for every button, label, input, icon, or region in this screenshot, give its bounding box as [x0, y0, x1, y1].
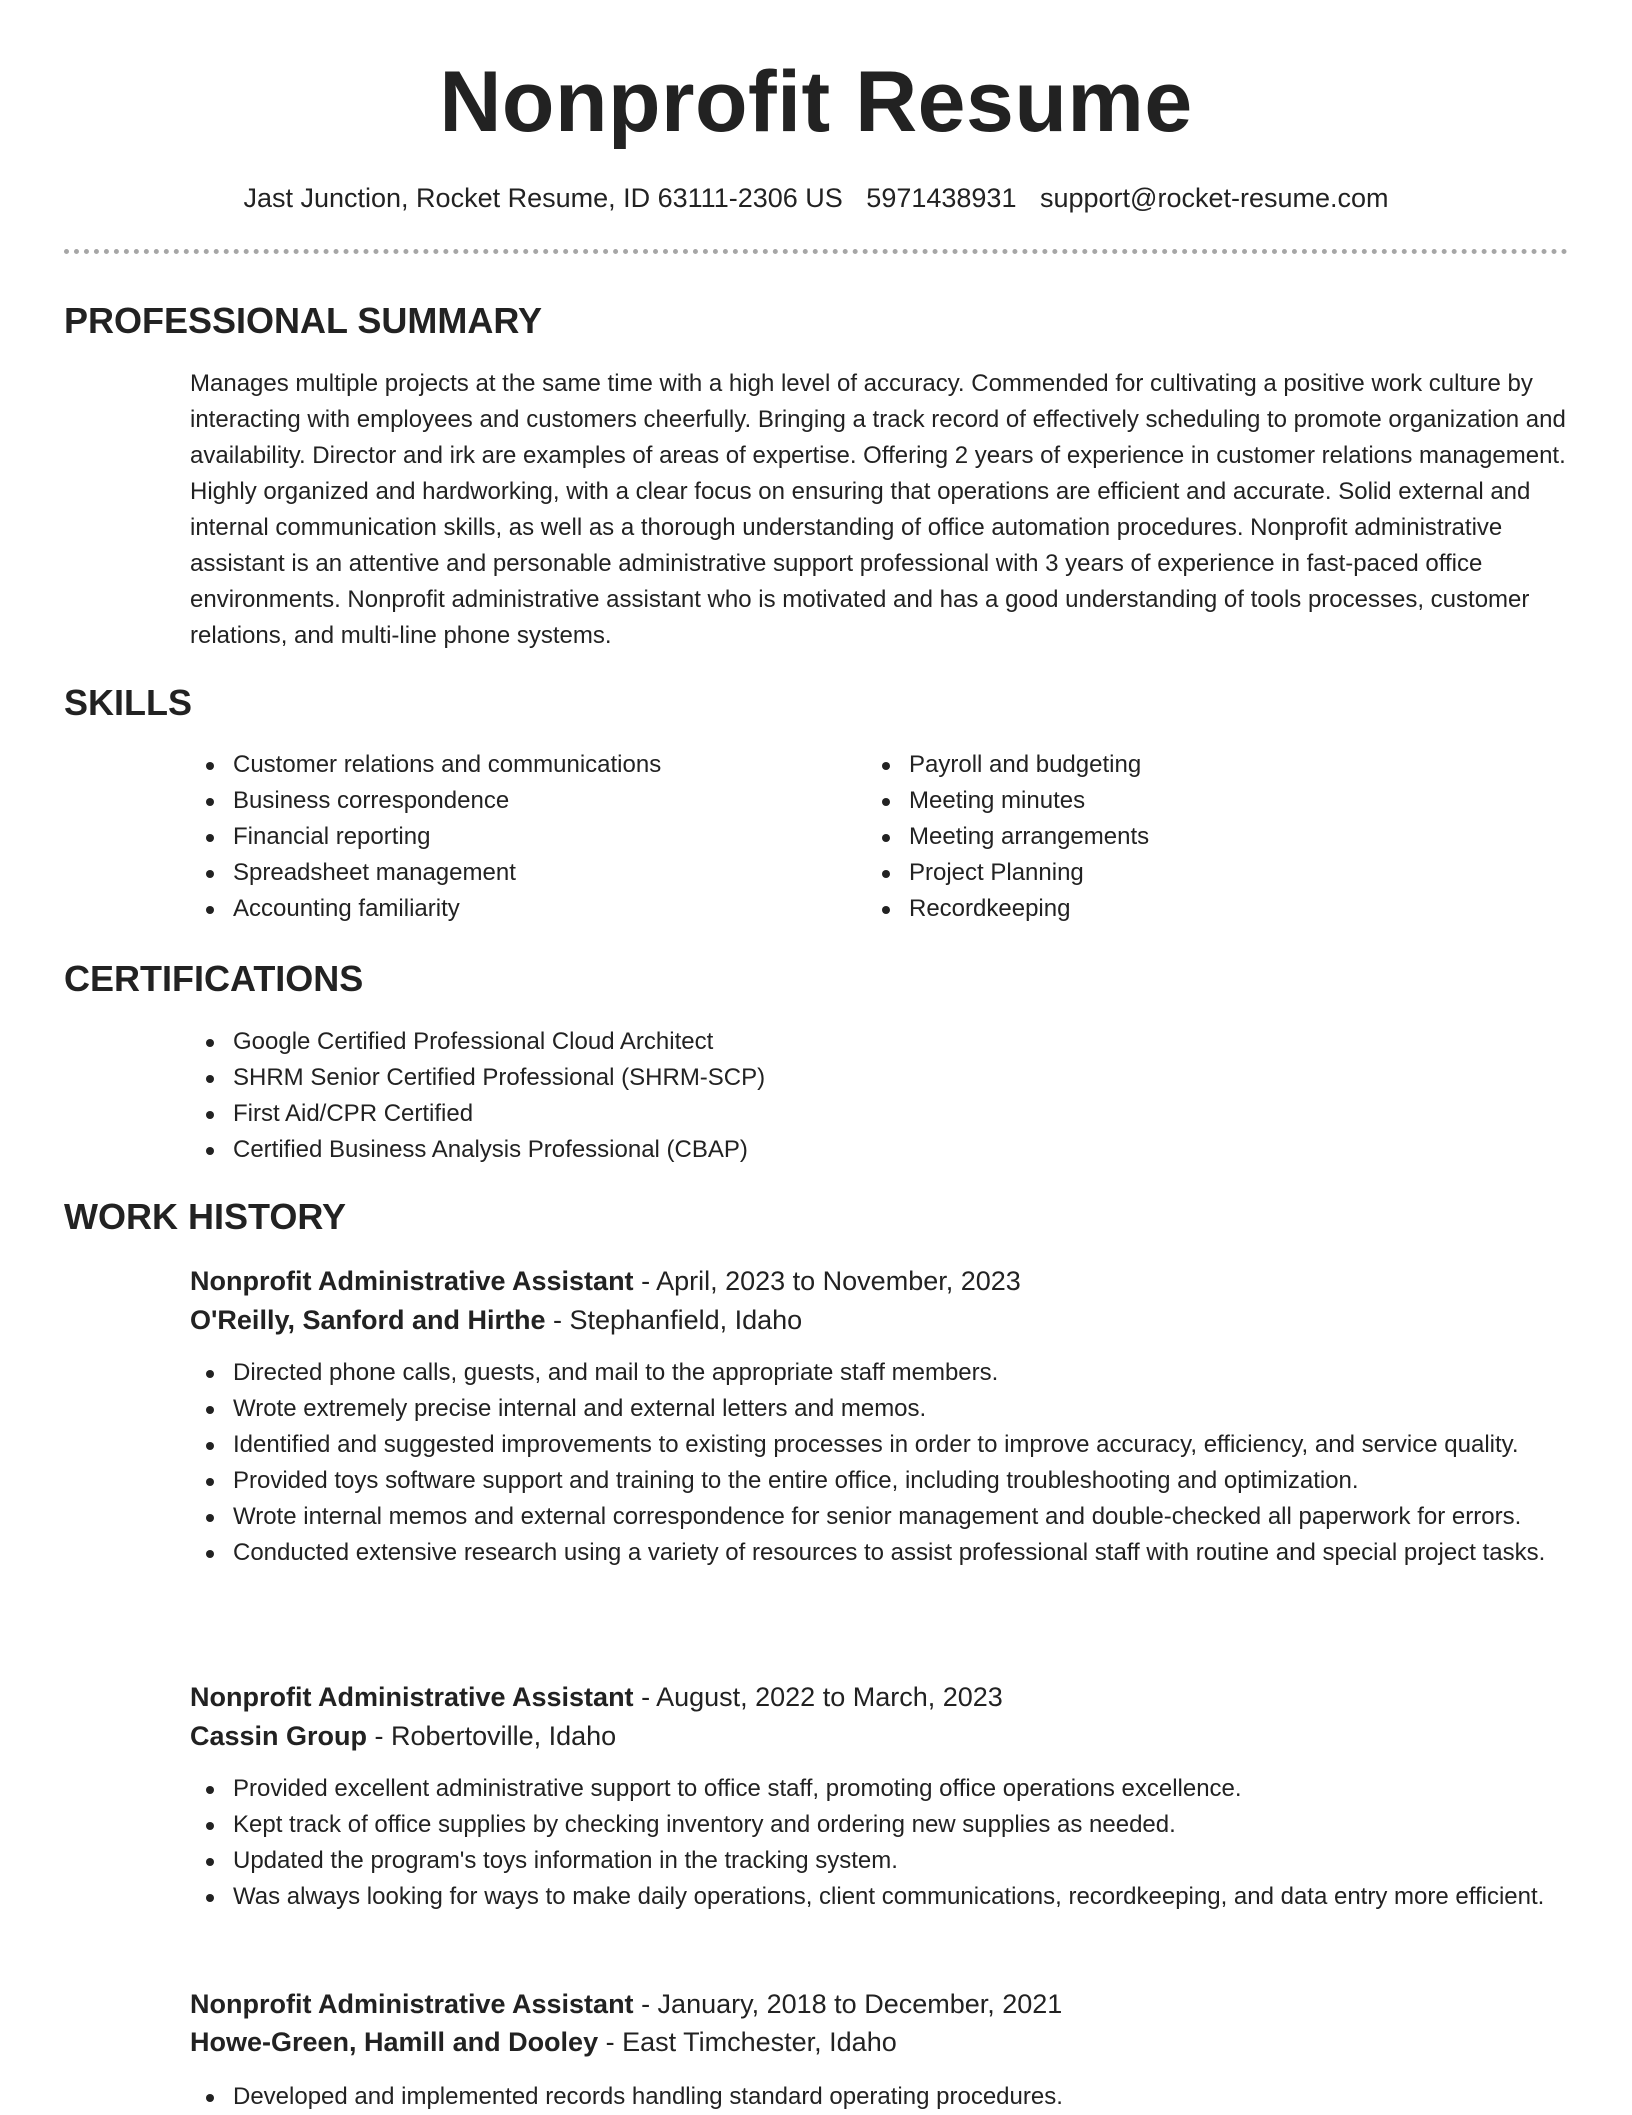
- list-item: Wrote extremely precise internal and external letters and memos.: [190, 1391, 1570, 1427]
- job-dates: - January, 2018 to December, 2021: [633, 1989, 1063, 2019]
- job-company: O'Reilly, Sanford and Hirthe: [190, 1305, 546, 1335]
- page-title: Nonprofit Resume: [439, 54, 1193, 150]
- list-item: Updated the program's toys information in the tracking system.: [190, 1843, 1570, 1879]
- list-item: Spreadsheet management: [190, 855, 830, 891]
- list-item: Meeting arrangements: [866, 819, 1506, 855]
- job-dates: - April, 2023 to November, 2023: [633, 1266, 1021, 1296]
- list-item: Provided excellent administrative support to office staff, promoting office operations excellence.: [190, 1771, 1570, 1807]
- job-company: Cassin Group: [190, 1721, 368, 1751]
- job-bullets: [190, 1771, 1570, 1915]
- job-title-line: [190, 1984, 1062, 2024]
- job-company-line: [190, 1300, 802, 1340]
- list-item: SHRM Senior Certified Professional (SHRM-SCP): [190, 1060, 1570, 1096]
- list-item: Directed phone calls, guests, and mail to the appropriate staff members.: [190, 1355, 1570, 1391]
- job-company-line: [190, 2022, 897, 2062]
- certifications-list: [190, 1024, 1570, 1168]
- job-company-line: [190, 1716, 616, 1756]
- job-title-line: [190, 1677, 1003, 1717]
- job-role: Nonprofit Administrative Assistant: [190, 1266, 634, 1296]
- job-role: Nonprofit Administrative Assistant: [190, 1682, 634, 1712]
- list-item: Financial reporting: [190, 819, 830, 855]
- list-item: Developed and implemented records handling standard operating procedures.: [190, 2079, 1570, 2115]
- section-title-certifications: CERTIFICATIONS: [64, 958, 364, 999]
- section-title-work-history: WORK HISTORY: [64, 1196, 347, 1237]
- job-bullets: [190, 1355, 1570, 1571]
- job-title-line: [190, 1261, 1021, 1301]
- job-bullets: [190, 2079, 1570, 2115]
- list-item: Google Certified Professional Cloud Architect: [190, 1024, 1570, 1060]
- list-item: Payroll and budgeting: [866, 747, 1506, 783]
- list-item: Project Planning: [866, 855, 1506, 891]
- list-item: Business correspondence: [190, 783, 830, 819]
- list-item: Certified Business Analysis Professional (CBAP): [190, 1132, 1570, 1168]
- job-company: Howe-Green, Hamill and Dooley: [190, 2027, 599, 2057]
- list-item: Customer relations and communications: [190, 747, 830, 783]
- summary-text: Manages multiple projects at the same time with a high level of accuracy. Commended for cultivating a positive work culture by interacting with employees and customers cheerfully. Bringing a track record of effectively scheduling to promote organization and availability. Director and irk are examples of areas of expertise. Offering 2 years of experience in customer relations management. Highly organized and hardworking, with a clear focus on ensuring that operations are efficient and accurate. Solid external and internal communication skills, as well as a thorough understanding of office automation procedures. Nonprofit administrative assistant is an attentive and personable administrative support professional with 3 years of experience in fast-paced office environments. Nonprofit administrative assistant who is motivated and has a good understanding of tools processes, customer relations, and multi-line phone systems.: [190, 370, 1566, 649]
- job-dates: - August, 2022 to March, 2023: [633, 1682, 1003, 1712]
- skills-list-right: [866, 747, 1506, 927]
- list-item: Meeting minutes: [866, 783, 1506, 819]
- list-item: Was always looking for ways to make daily operations, client communications, recordkeeping, and data entry more efficient.: [190, 1879, 1570, 1915]
- section-title-skills: SKILLS: [64, 682, 193, 723]
- header-divider: [64, 249, 1568, 254]
- list-item: Kept track of office supplies by checking inventory and ordering new supplies as needed.: [190, 1807, 1570, 1843]
- list-item: Accounting familiarity: [190, 891, 830, 927]
- contact-line: [0, 180, 1632, 216]
- list-item: Provided toys software support and training to the entire office, including troubleshooting and optimization.: [190, 1463, 1570, 1499]
- list-item: First Aid/CPR Certified: [190, 1096, 1570, 1132]
- list-item: Identified and suggested improvements to existing processes in order to improve accuracy, efficiency, and service quality.: [190, 1427, 1570, 1463]
- contact-phone: 5971438931: [866, 183, 1017, 213]
- list-item: Wrote internal memos and external correspondence for senior management and double-checked all paperwork for errors.: [190, 1499, 1570, 1535]
- contact-address: Jast Junction, Rocket Resume, ID 63111-2306 US: [243, 183, 843, 213]
- list-item: Recordkeeping: [866, 891, 1506, 927]
- job-location: - East Timchester, Idaho: [598, 2027, 897, 2057]
- job-location: - Robertoville, Idaho: [367, 1721, 617, 1751]
- skills-list-left: [190, 747, 830, 927]
- job-location: - Stephanfield, Idaho: [545, 1305, 803, 1335]
- job-role: Nonprofit Administrative Assistant: [190, 1989, 634, 2019]
- section-title-summary: PROFESSIONAL SUMMARY: [64, 300, 543, 341]
- list-item: Conducted extensive research using a variety of resources to assist professional staff with routine and special project tasks.: [190, 1535, 1570, 1571]
- contact-email: support@rocket-resume.com: [1039, 183, 1389, 213]
